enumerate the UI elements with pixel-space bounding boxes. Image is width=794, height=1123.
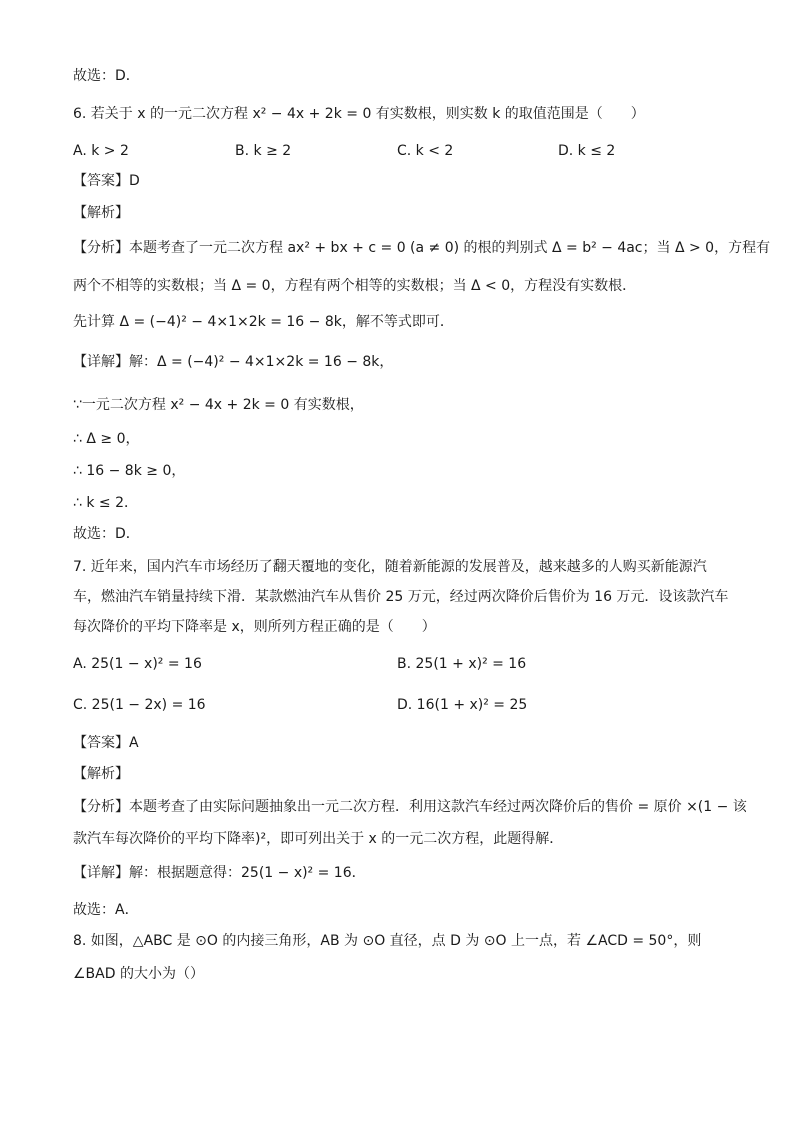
q7-analysis-line-2: 款汽车每次降价的平均下降率)²，即可列出关于 x 的一元二次方程，此题得解．: [73, 831, 564, 847]
q6-detail-line-4: ∴ 16 − 8k ≥ 0，: [73, 463, 186, 479]
q7-stem-line-1: 7. 近年来，国内汽车市场经历了翻天覆地的变化，随着新能源的发展普及，越来越多的人购买新能源汽: [73, 559, 707, 575]
q6-option-d: D. k ≤ 2: [558, 143, 616, 159]
q8-stem-line-2: ∠BAD 的大小为（）: [73, 966, 204, 982]
q6-analysis-line-1: 【分析】本题考查了一元二次方程 ax² + bx + c = 0 (a ≠ 0) 的根的判别式 Δ = b² − 4ac；当 Δ > 0，方程有: [73, 240, 771, 256]
q6-option-c: C. k < 2: [397, 143, 454, 159]
q6-detail-line-5: ∴ k ≤ 2．: [73, 495, 139, 511]
q6-detail-line-1: 【详解】解：Δ = (−4)² − 4×1×2k = 16 − 8k，: [73, 354, 394, 370]
q7-option-c: C. 25(1 − 2x) = 16: [73, 697, 206, 713]
q7-option-d: D. 16(1 + x)² = 25: [397, 697, 528, 713]
q6-answer: 【答案】D: [73, 173, 140, 189]
q6-analysis-line-3: 先计算 Δ = (−4)² − 4×1×2k = 16 − 8k，解不等式即可．: [73, 314, 454, 330]
q6-option-a: A. k > 2: [73, 143, 129, 159]
q8-stem-line-1: 8. 如图，△ABC 是 ⊙O 的内接三角形，AB 为 ⊙O 直径，点 D 为 ⊙O 上一点，若 ∠ACD = 50°，则: [73, 933, 702, 949]
q7-detail-line-1: 【详解】解：根据题意得：25(1 − x)² = 16．: [73, 865, 366, 881]
q7-option-a: A. 25(1 − x)² = 16: [73, 656, 202, 672]
q7-answer: 【答案】A: [73, 735, 139, 751]
q7-stem-line-3: 每次降价的平均下降率是 x，则所列方程正确的是（ ）: [73, 619, 436, 635]
q7-analysis-line-1: 【分析】本题考查了由实际问题抽象出一元二次方程．利用这款汽车经过两次降价后的售价 = 原价 ×(1 − 该: [73, 799, 747, 815]
q7-conclusion: 故选：A．: [73, 902, 139, 918]
q6-analysis-line-2: 两个不相等的实数根；当 Δ = 0，方程有两个相等的实数根；当 Δ < 0，方程没有实数根．: [73, 278, 637, 294]
q6-analysis-label: 【解析】: [73, 205, 129, 221]
q6-stem: 6. 若关于 x 的一元二次方程 x² − 4x + 2k = 0 有实数根，则实数 k 的取值范围是（ ）: [73, 106, 645, 122]
q6-option-b: B. k ≥ 2: [235, 143, 292, 159]
q5-conclusion: 故选：D．: [73, 68, 140, 84]
q6-detail-line-3: ∴ Δ ≥ 0，: [73, 431, 140, 447]
q6-conclusion: 故选：D．: [73, 526, 140, 542]
q7-stem-line-2: 车，燃油汽车销量持续下滑．某款燃油汽车从售价 25 万元，经过两次降价后售价为 16 万元．设该款汽车: [73, 589, 729, 605]
q7-option-b: B. 25(1 + x)² = 16: [397, 656, 527, 672]
q7-analysis-label: 【解析】: [73, 766, 129, 782]
q6-detail-line-2: ∵一元二次方程 x² − 4x + 2k = 0 有实数根，: [73, 397, 364, 413]
